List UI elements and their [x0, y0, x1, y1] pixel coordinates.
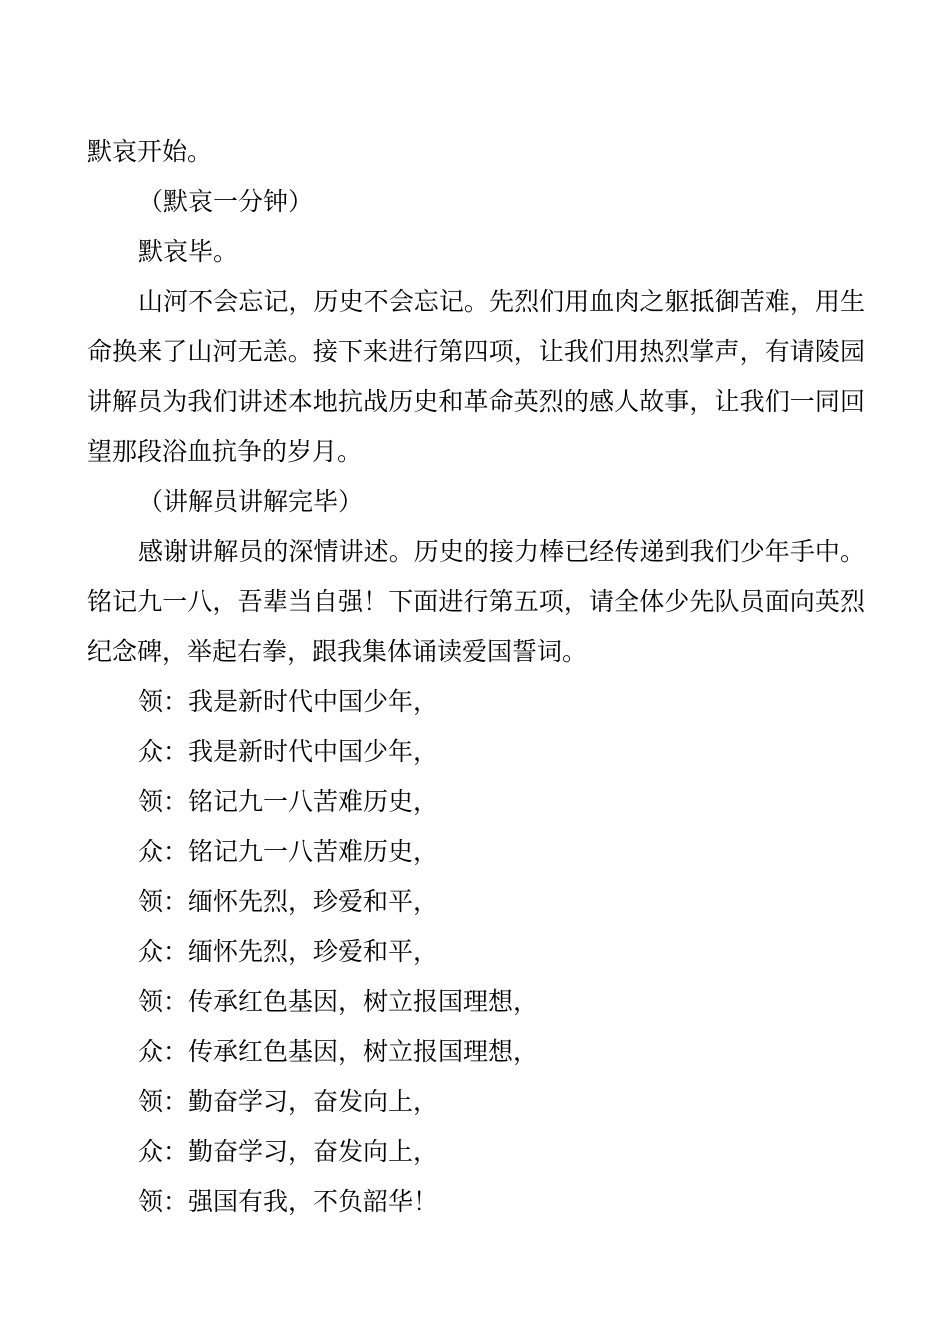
oath-line: 众：铭记九一八苦难历史，: [138, 837, 439, 866]
oath-line: 众：我是新时代中国少年，: [138, 737, 439, 766]
oath-line: 领：传承红色基因，树立报国理想，: [138, 987, 539, 1016]
paragraph-item-four: 山河不会忘记，历史不会忘记。先烈们用血肉之躯抵御苦难，用生命换来了山河无恙。接下来进行第四项，让我们用热烈掌声，有请陵园讲解员为我们讲述本地抗战历史和革命英烈的感人故事，让我们一同回望那段浴血抗争的岁月。: [87, 287, 865, 466]
paragraph-silence-minute: （默哀一分钟）: [138, 187, 314, 216]
paragraph-item-five: 感谢讲解员的深情讲述。历史的接力棒已经传递到我们少年手中。铭记九一八，吾辈当自强！下面进行第五项，请全体少先队员面向英烈纪念碑，举起右拳，跟我集体诵读爱国誓词。: [87, 537, 865, 666]
oath-line: 众：勤奋学习，奋发向上，: [138, 1137, 439, 1166]
oath-line: 领：强国有我，不负韶华！: [138, 1187, 439, 1216]
document-body: [87, 127, 865, 1227]
paragraph-guide-done: （讲解员讲解完毕）: [138, 487, 364, 516]
paragraph-silence-start: 默哀开始。: [87, 137, 213, 166]
oath-line: 领：缅怀先烈，珍爱和平，: [138, 887, 439, 916]
oath-line: 领：勤奋学习，奋发向上，: [138, 1087, 439, 1116]
oath-line: 众：缅怀先烈，珍爱和平，: [138, 937, 439, 966]
oath-line: 众：传承红色基因，树立报国理想，: [138, 1037, 539, 1066]
oath-line: 领：我是新时代中国少年，: [138, 687, 439, 716]
paragraph-silence-end: 默哀毕。: [138, 237, 239, 266]
oath-line: 领：铭记九一八苦难历史，: [138, 787, 439, 816]
